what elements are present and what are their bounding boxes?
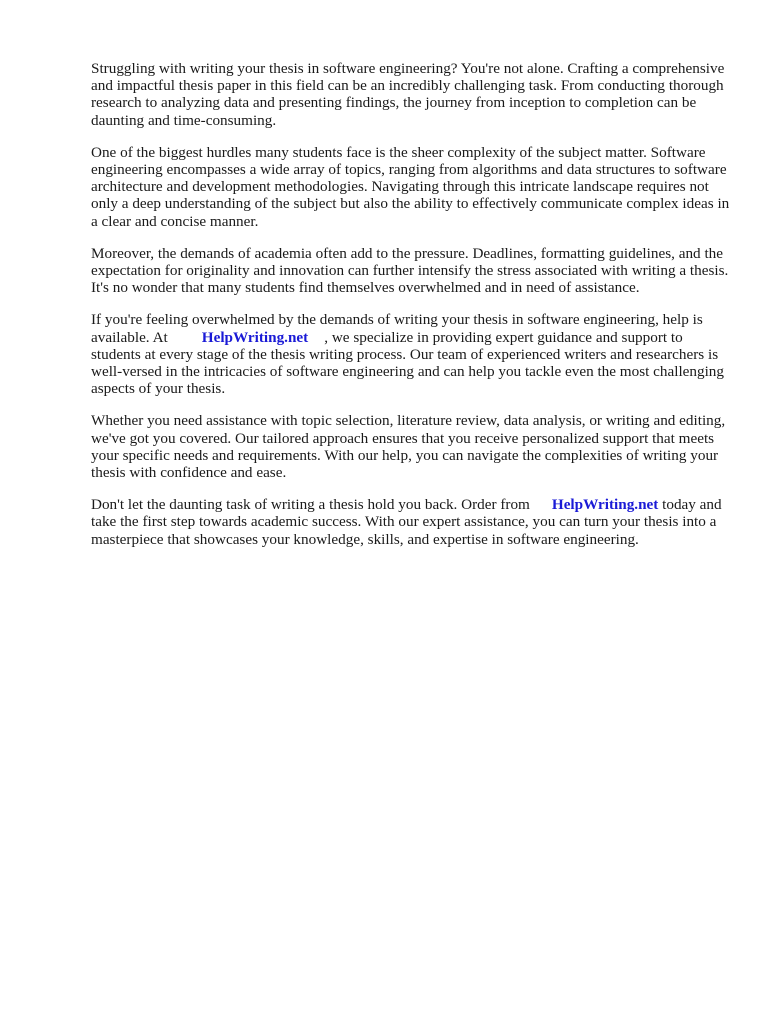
paragraph-order-text-before: Don't let the daunting task of writing a thesis hold you back. Order from (91, 496, 530, 514)
paragraph-help-available (91, 311, 731, 397)
paragraph-help-text-after: , we specialize in providing expert guidance and support to students at every stage of the thesis writing process. Our team of experienced writers and researchers is well-versed in the intricacies of software engineering and can help you tackle even the most challenging aspects of your thesis. (91, 328, 724, 398)
paragraph-intro: Struggling with writing your thesis in software engineering? You're not alone. Crafting a comprehensive and impactful thesis paper in this field can be an incredibly challenging task. From conducting thorough research to analyzing data and presenting findings, the journey from inception to completion can be daunting and time-consuming. (91, 60, 725, 129)
document-body (91, 60, 731, 563)
paragraph-order (91, 496, 731, 548)
helpwriting-link[interactable]: HelpWriting.net (201, 328, 309, 346)
paragraph-help-text-before: If you're feeling overwhelmed by the demands of writing your thesis in software engineering, help is available. At (91, 311, 703, 346)
paragraph-order-text-after: today and take the first step towards academic success. With our expert assistance, you can turn your thesis into a masterpiece that showcases your knowledge, skills, and expertise in software engineering. (91, 496, 722, 548)
paragraph-complexity: One of the biggest hurdles many students face is the sheer complexity of the subject matter. Software engineering encompasses a wide array of topics, ranging from algorithms and data structures to software architecture and development methodologies. Navigating through this intricate landscape requires not only a deep understanding of the subject but also the ability to effectively communicate complex ideas in a clear and concise manner. (91, 143, 730, 230)
helpwriting-order-link[interactable]: HelpWriting.net (551, 496, 659, 514)
paragraph-academia: Moreover, the demands of academia often add to the pressure. Deadlines, formatting guidelines, and the expectation for originality and innovation can further intensify the stress associated with writing a thesis. It's no wonder that many students find themselves overwhelmed and in need of assistance. (91, 244, 729, 297)
paragraph-services: Whether you need assistance with topic selection, literature review, data analysis, or writing and editing, we've got you covered. Our tailored approach ensures that you receive personalized support that meets your specific needs and requirements. With our help, you can navigate the complexities of writing your thesis with confidence and ease. (91, 412, 726, 482)
